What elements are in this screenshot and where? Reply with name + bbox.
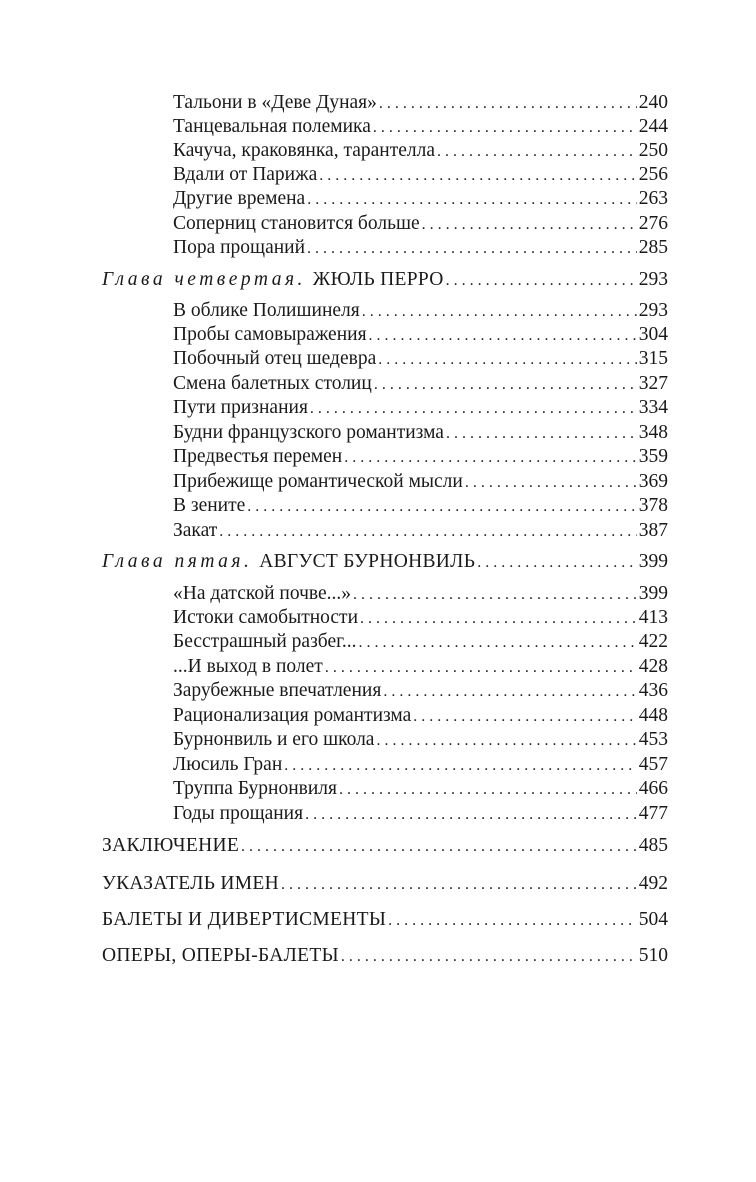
dot-leader xyxy=(344,446,637,470)
dot-leader xyxy=(353,583,637,607)
toc-entry-title: Тальони в «Деве Дуная» xyxy=(173,92,377,113)
toc-entry[interactable] xyxy=(173,655,668,679)
toc-entry-page: 359 xyxy=(638,446,668,467)
toc-entry-title: ОПЕРЫ, ОПЕРЫ-БАЛЕТЫ xyxy=(102,945,339,966)
toc-entry[interactable] xyxy=(173,582,668,606)
dot-leader xyxy=(378,348,637,372)
chapter-heading xyxy=(102,550,475,574)
toc-entry-title: Годы прощания xyxy=(173,803,304,824)
dot-leader xyxy=(307,237,637,261)
toc-entry-page: 504 xyxy=(638,909,668,930)
dot-leader xyxy=(373,116,637,140)
dot-leader xyxy=(477,551,637,575)
dot-leader xyxy=(305,803,637,827)
toc-entry-title: Пора прощаний xyxy=(173,237,306,258)
toc-entry-title: ЗАКЛЮЧЕНИЕ xyxy=(102,835,240,856)
toc-entry[interactable] xyxy=(173,396,668,420)
toc-entry-page: 413 xyxy=(638,607,668,628)
toc-entry[interactable] xyxy=(173,115,668,139)
chapter-title: АВГУСТ БУРНОНВИЛЬ xyxy=(259,551,476,572)
toc-entry[interactable] xyxy=(173,470,668,494)
toc-entry[interactable] xyxy=(173,187,668,211)
toc-entry-title: Будни французского романтизма xyxy=(173,422,444,443)
dot-leader xyxy=(369,324,637,348)
toc-entry[interactable] xyxy=(173,236,668,260)
dot-leader xyxy=(388,909,637,933)
toc-entry-page: 369 xyxy=(638,471,668,492)
toc-entry-title: Танцевальная полемика xyxy=(173,116,371,137)
toc-entry-page: 327 xyxy=(638,373,668,394)
toc-entry[interactable] xyxy=(173,777,668,801)
toc-entry-page: 485 xyxy=(638,835,668,856)
toc-entry-page: 428 xyxy=(638,656,668,677)
dot-leader xyxy=(379,92,637,116)
toc-entry-title: Качуча, краковянка, тарантелла xyxy=(173,140,435,161)
toc-entry[interactable] xyxy=(173,753,668,777)
toc-entry-page: 293 xyxy=(638,269,668,290)
chapter-prefix: Глава четвертая. xyxy=(102,269,306,290)
toc-entry-title: В облике Полишинеля xyxy=(173,300,360,321)
toc-entry[interactable] xyxy=(173,347,668,371)
toc-entry-title: Пути признания xyxy=(173,397,308,418)
toc-entry-page: 477 xyxy=(638,803,668,824)
toc-entry-title: «На датской почве...» xyxy=(173,583,352,604)
toc-entry-title: Пробы самовыражения xyxy=(173,324,367,345)
toc-entry-page: 315 xyxy=(638,348,668,369)
toc-entry-page: 466 xyxy=(638,778,668,799)
chapter-prefix: Глава пятая. xyxy=(102,551,253,572)
toc-entry[interactable] xyxy=(173,802,668,826)
toc-entry-page: 244 xyxy=(638,116,668,137)
toc-entry[interactable] xyxy=(173,163,668,187)
toc-chapter-5[interactable] xyxy=(102,550,668,574)
toc-entry-page: 276 xyxy=(638,213,668,234)
toc-entry-title: Другие времена xyxy=(173,188,306,209)
toc-entry-title: Бурнонвиль и его школа xyxy=(173,729,375,750)
toc-entry-page: 510 xyxy=(638,945,668,966)
toc-entry[interactable] xyxy=(173,421,668,445)
toc-entry[interactable] xyxy=(173,728,668,752)
dot-leader xyxy=(219,520,636,544)
toc-entry-title: Зарубежные впечатления xyxy=(173,680,382,701)
toc-entry-page: 492 xyxy=(638,873,668,894)
toc-entry-page: 256 xyxy=(638,164,668,185)
toc-entry-title: Труппа Бурнонвиля xyxy=(173,778,337,799)
toc-entry-title: УКАЗАТЕЛЬ ИМЕН xyxy=(102,873,280,894)
dot-leader xyxy=(241,835,637,859)
toc-entry[interactable] xyxy=(173,679,668,703)
dot-leader xyxy=(281,873,637,897)
toc-entry[interactable] xyxy=(173,91,668,115)
dot-leader xyxy=(376,729,636,753)
dot-leader xyxy=(383,680,636,704)
toc-entry[interactable] xyxy=(173,212,668,236)
dot-leader xyxy=(437,140,637,164)
dot-leader xyxy=(247,495,636,519)
chapter-title: ЖЮЛЬ ПЕРРО xyxy=(312,269,444,290)
toc-entry-title: Соперниц становится больше xyxy=(173,213,420,234)
dot-leader xyxy=(339,778,637,802)
toc-entry-page: 422 xyxy=(638,631,668,652)
toc-entry[interactable] xyxy=(173,494,668,518)
toc-entry-page: 457 xyxy=(638,754,668,775)
toc-entry[interactable] xyxy=(173,299,668,323)
dot-leader xyxy=(341,945,637,969)
toc-entry[interactable] xyxy=(173,704,668,728)
toc-entry-title: Люсиль Гран xyxy=(173,754,283,775)
toc-entry-page: 399 xyxy=(638,583,668,604)
toc-entry[interactable] xyxy=(173,606,668,630)
toc-entry-title: Закат xyxy=(173,520,218,541)
toc-entry-page: 453 xyxy=(638,729,668,750)
toc-entry-title: Побочный отец шедевра xyxy=(173,348,377,369)
toc-entry-page: 240 xyxy=(638,92,668,113)
dot-leader xyxy=(319,164,636,188)
toc-chapter-4[interactable] xyxy=(102,268,668,292)
dot-leader xyxy=(374,373,637,397)
toc-entry-title: Прибежище романтической мысли xyxy=(173,471,463,492)
toc-entry[interactable] xyxy=(173,519,668,543)
toc-entry-page: 263 xyxy=(638,188,668,209)
toc-entry-title: Бесстрашный разбег... xyxy=(173,631,357,652)
dot-leader xyxy=(307,188,637,212)
dot-leader xyxy=(465,471,637,495)
toc-entry-page: 285 xyxy=(638,237,668,258)
toc-entry-page: 436 xyxy=(638,680,668,701)
toc-entry-page: 399 xyxy=(638,551,668,572)
toc-entry-page: 448 xyxy=(638,705,668,726)
toc-entry-title: Смена балетных столиц xyxy=(173,373,372,394)
dot-leader xyxy=(362,300,637,324)
toc-back-matter[interactable] xyxy=(102,944,668,968)
toc-entry-page: 387 xyxy=(638,520,668,541)
toc-entry-page: 378 xyxy=(638,495,668,516)
toc-entry-page: 334 xyxy=(638,397,668,418)
dot-leader xyxy=(422,213,637,237)
dot-leader xyxy=(360,607,637,631)
toc-entry-title: Предвестья перемен xyxy=(173,446,343,467)
dot-leader xyxy=(446,269,637,293)
dot-leader xyxy=(359,631,637,655)
toc-back-matter[interactable] xyxy=(102,834,668,858)
dot-leader xyxy=(284,754,636,778)
toc-entry[interactable] xyxy=(173,445,668,469)
toc-back-matter[interactable] xyxy=(102,908,668,932)
toc-entry[interactable] xyxy=(173,372,668,396)
dot-leader xyxy=(325,656,637,680)
toc-entry-page: 304 xyxy=(638,324,668,345)
toc-entry-title: Истоки самобытности xyxy=(173,607,359,628)
toc-entry-title: В зените xyxy=(173,495,246,516)
toc-entry-title: Рационализация романтизма xyxy=(173,705,412,726)
chapter-heading xyxy=(102,268,444,292)
dot-leader xyxy=(413,705,636,729)
toc-entry-title: Вдали от Парижа xyxy=(173,164,318,185)
toc-entry[interactable] xyxy=(173,630,668,654)
toc-entry-page: 293 xyxy=(638,300,668,321)
toc-entry-page: 250 xyxy=(638,140,668,161)
dot-leader xyxy=(446,422,637,446)
toc-entry-page: 348 xyxy=(638,422,668,443)
toc-entry-title: ...И выход в полет xyxy=(173,656,323,677)
toc-entry[interactable] xyxy=(173,139,668,163)
dot-leader xyxy=(310,397,637,421)
toc-entry-title: БАЛЕТЫ И ДИВЕРТИСМЕНТЫ xyxy=(102,909,387,930)
toc-back-matter[interactable] xyxy=(102,872,668,896)
toc-entry[interactable] xyxy=(173,323,668,347)
